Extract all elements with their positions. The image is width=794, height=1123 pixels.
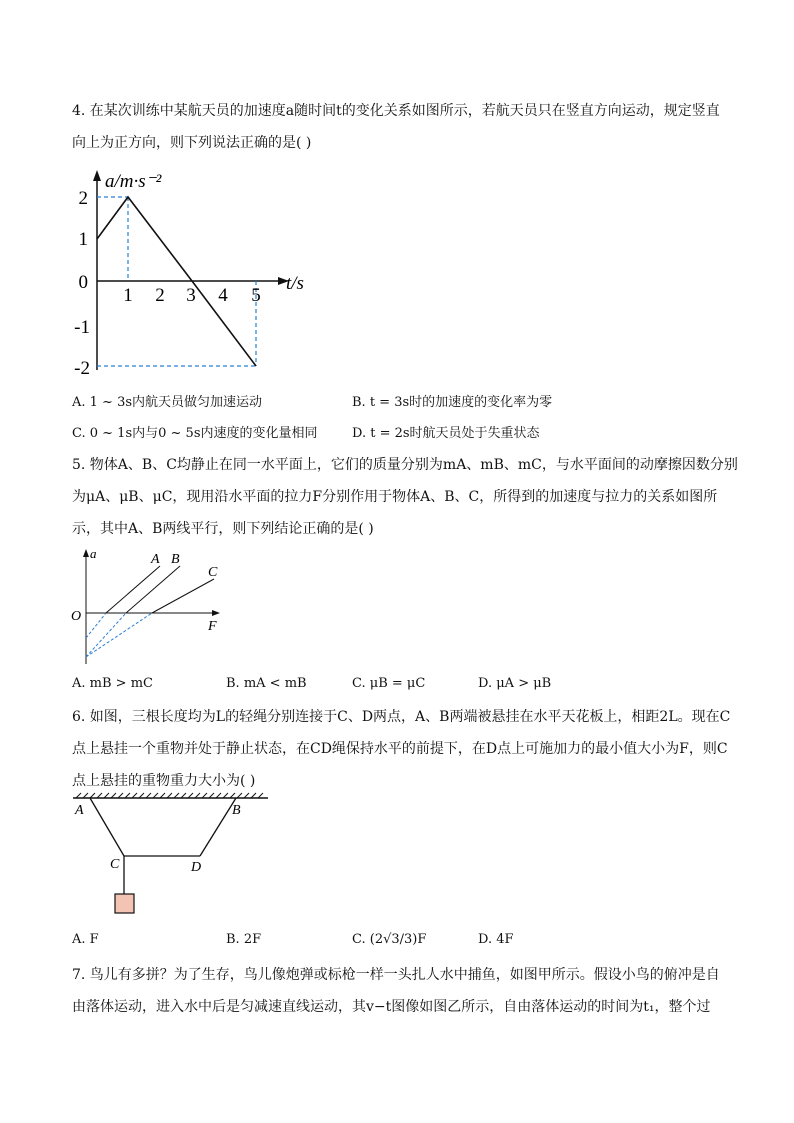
q5-line2: 为μA、μB、μC，现用沿水平面的拉力F分别作用于物体A、B、C，所得到的加速度与拉力的关系如图所 (72, 489, 718, 505)
q4-option-c: C. 0 ~ 1s内与0 ~ 5s内速度的变化量相同 (72, 426, 318, 441)
q6-line3: 点上悬挂的重物重力大小为( ) (72, 773, 256, 789)
q5-x-arrow (212, 610, 220, 616)
q5-xlabel: F (208, 619, 217, 634)
q7-line2: 由落体运动，进入水中后是匀减速直线运动，其v−t图像如图乙所示，自由落体运动的时间为t₁，整个过 (72, 999, 711, 1015)
q6-line1: 6. 如图，三根长度均为L的轻绳分别连接于C、D两点，A、B两端被悬挂在水平天花板上，相距2L。现在C (72, 709, 731, 725)
q4-line1: 4. 在某次训练中某航天员的加速度a随时间t的变化关系如图所示，若航天员只在竖直方向运动，规定竖直 (72, 103, 720, 119)
q4-xtick-5: 5 (251, 285, 261, 306)
q6-label-b: B (232, 803, 241, 818)
q4-option-b: B. t = 3s时的加速度的变化率为零 (352, 395, 553, 410)
q6-weight (115, 894, 134, 913)
q4-xtick-1: 1 (123, 285, 133, 306)
q4-xlabel: t/s (286, 273, 304, 294)
q6-option-a: A. F (72, 932, 99, 947)
q6-label-a: A (75, 803, 84, 818)
q5-dash-a (86, 613, 106, 638)
q6-line2: 点上悬挂一个重物并处于静止状态，在CD绳保持水平的前提下，在D点上可施加力的最小值大小为F，则C (72, 741, 728, 757)
q5-line1: 5. 物体A、B、C均静止在同一水平面上，它们的质量分别为mA、mB、mC，与水平面间的动摩擦因数分别 (72, 457, 738, 473)
q4-ytick-1: 1 (78, 229, 88, 250)
q4-graph (60, 165, 330, 380)
q4-ytick-0: 0 (78, 272, 88, 293)
q5-label-c: C (208, 565, 218, 580)
q5-label-a: A (151, 552, 160, 567)
q4-xtick-2: 2 (155, 285, 165, 306)
q5-option-b: B. mA < mB (226, 676, 307, 691)
q5-dash-c (86, 613, 152, 657)
q5-option-a: A. mB > mC (72, 676, 153, 691)
q5-ylabel: a (90, 546, 97, 561)
q4-xtick-3: 3 (186, 285, 196, 306)
q5-option-d: D. μA > μB (478, 676, 552, 691)
q5-line-c (152, 579, 214, 613)
q5-line-b (126, 566, 180, 613)
q6-option-c: C. (2√3/3)F (352, 932, 427, 947)
q6-label-c: C (110, 857, 120, 872)
q7-line1: 7. 鸟儿有多拼？为了生存，鸟儿像炮弹或标枪一样一头扎人水中捕鱼，如图甲所示。假设小鸟的俯冲是自 (72, 967, 720, 983)
q5-label-b: B (171, 552, 180, 567)
q6-label-d: D (191, 860, 202, 875)
q5-line-a (106, 566, 160, 613)
q4-option-d: D. t = 2s时航天员处于失重状态 (352, 426, 540, 441)
q6-option-b: B. 2F (226, 932, 262, 947)
q6-rope-ac (90, 798, 124, 856)
q4-y-arrow (93, 170, 101, 181)
q4-xtick-4: 4 (218, 285, 228, 306)
q5-option-c: C. μB = μC (352, 676, 426, 691)
q5-dash-b (86, 613, 126, 657)
q5-origin: O (71, 609, 82, 624)
q4-ytick-m1: -1 (74, 317, 90, 338)
q4-ytick-2: 2 (78, 188, 88, 209)
q5-graph (68, 546, 238, 668)
q5-y-arrow (83, 549, 89, 557)
q6-rope-db (200, 798, 236, 856)
q4-line2: 向上为正方向，则下列说法正确的是( ) (72, 135, 312, 151)
q6-figure (70, 792, 280, 920)
q5-line3: 示，其中A、B两线平行，则下列结论正确的是( ) (72, 521, 374, 537)
q4-option-a: A. 1 ~ 3s内航天员做匀加速运动 (72, 395, 263, 410)
q6-option-d: D. 4F (478, 932, 514, 947)
q4-ytick-m2: -2 (74, 358, 90, 379)
q4-ylabel: a/m·s⁻² (105, 171, 162, 192)
